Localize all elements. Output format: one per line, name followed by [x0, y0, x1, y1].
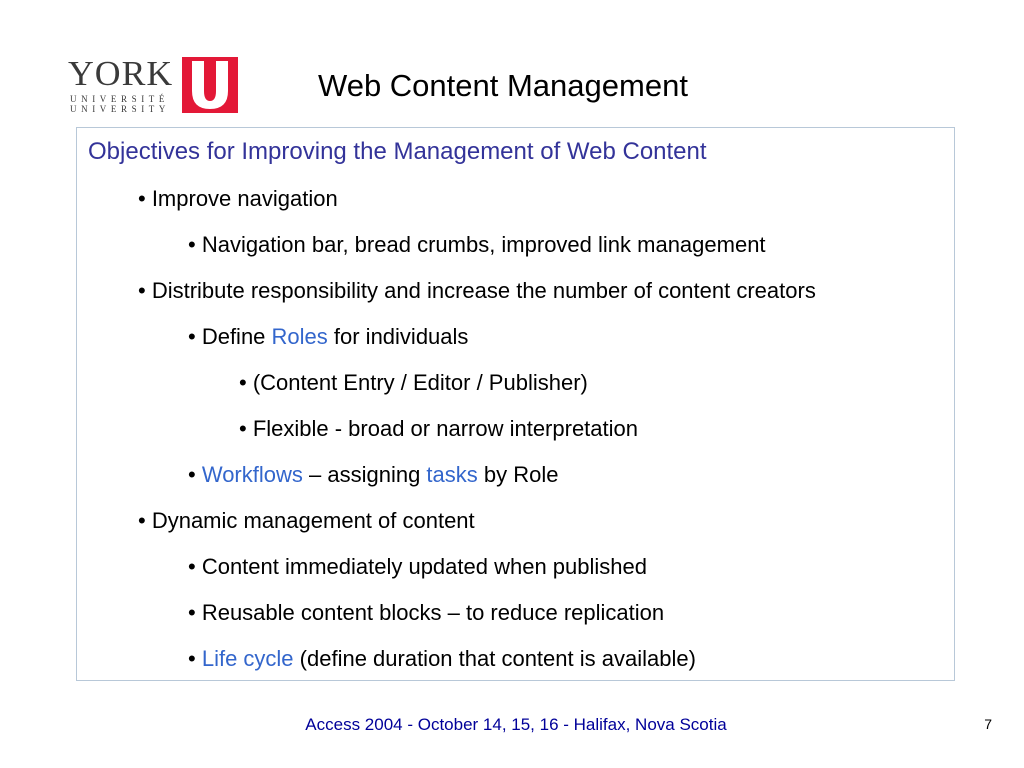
highlight-term: Workflows	[201, 462, 303, 487]
bullet-text: • (Content Entry / Editor / Publisher)	[239, 370, 588, 395]
bullet-item	[188, 461, 559, 489]
bullet-item	[188, 645, 696, 673]
highlight-term: tasks	[426, 462, 478, 487]
bullet-text: • Improve navigation	[138, 186, 338, 211]
logo-line-english: UNIVERSITY	[70, 104, 170, 114]
footer-text: Access 2004 - October 14, 15, 16 - Halifax, Nova Scotia	[305, 715, 727, 734]
bullet-text: • Flexible - broad or narrow interpretation	[239, 416, 638, 441]
logo-wordmark: YORK	[68, 54, 174, 93]
bullet-item	[138, 277, 816, 305]
bullet-item	[188, 231, 766, 259]
bullet-text: • Distribute responsibility and increase the number of content creators	[138, 278, 816, 303]
bullet-item	[188, 323, 468, 351]
logo-line-french: UNIVERSITÉ	[70, 94, 169, 104]
page-number: 7	[984, 716, 992, 732]
bullet-item	[138, 185, 338, 213]
bullet-text: • Define	[188, 324, 272, 349]
york-u-logo-icon	[182, 57, 238, 113]
bullet-item	[188, 599, 664, 627]
bullet-text: (define duration that content is available)	[293, 646, 696, 671]
bullet-text: • Navigation bar, bread crumbs, improved link management	[188, 232, 766, 257]
york-university-logo	[68, 54, 238, 114]
bullet-text: •	[188, 462, 202, 487]
bullet-item	[138, 507, 475, 535]
slide-title: Web Content Management	[318, 68, 688, 103]
bullet-text: • Content immediately updated when published	[188, 554, 647, 579]
bullet-item	[188, 553, 647, 581]
bullet-item	[239, 369, 588, 397]
bullet-text: • Dynamic management of content	[138, 508, 475, 533]
bullet-text: •	[188, 646, 202, 671]
bullet-text: by Role	[477, 462, 559, 487]
bullet-item	[239, 415, 638, 443]
bullet-text: • Reusable content blocks – to reduce replication	[188, 600, 665, 625]
section-heading: Objectives for Improving the Management of Web Content	[88, 138, 707, 165]
bullet-text: for individuals	[327, 324, 469, 349]
highlight-term: Roles	[271, 324, 328, 349]
bullet-text: – assigning	[302, 462, 427, 487]
highlight-term: Life cycle	[201, 646, 294, 671]
